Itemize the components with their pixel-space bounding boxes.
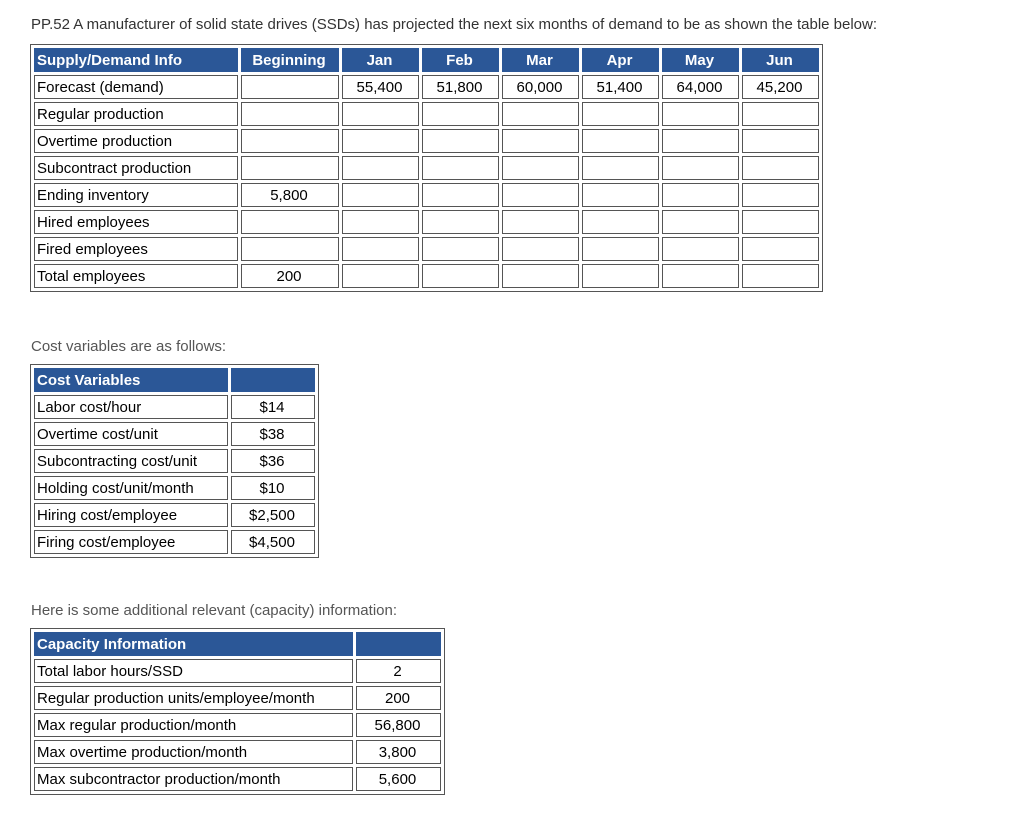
column-header: Feb: [422, 48, 499, 72]
row-value: 3,800: [356, 740, 441, 764]
table-cell: [662, 102, 739, 126]
table-cell: [582, 156, 659, 180]
column-header: Jan: [342, 48, 419, 72]
table-cell: [502, 102, 579, 126]
table-cell: [742, 237, 819, 261]
row-label: Max subcontractor production/month: [34, 767, 353, 791]
table-cell: [422, 102, 499, 126]
table-row: [34, 264, 819, 288]
table-header-row: [34, 632, 441, 656]
table-header-row: [34, 48, 819, 72]
table-cell: [241, 75, 339, 99]
row-label: Fired employees: [34, 237, 238, 261]
table-row: [34, 102, 819, 126]
table-cell: 51,800: [422, 75, 499, 99]
table-cell: [502, 129, 579, 153]
table-row: [34, 183, 819, 207]
row-value: $2,500: [231, 503, 315, 527]
column-header-blank: [231, 368, 315, 392]
table-cell: [502, 237, 579, 261]
table-row: [34, 75, 819, 99]
row-value: 5,600: [356, 767, 441, 791]
column-header: Cost Variables: [34, 368, 228, 392]
table-header-row: [34, 368, 315, 392]
row-value: $36: [231, 449, 315, 473]
table-cell: [742, 129, 819, 153]
table-cell: [502, 210, 579, 234]
table-row: [34, 503, 315, 527]
table-cell: 200: [241, 264, 339, 288]
column-header: May: [662, 48, 739, 72]
table-cell: [742, 264, 819, 288]
table-cell: 5,800: [241, 183, 339, 207]
table-cell: [742, 183, 819, 207]
column-header: Capacity Information: [34, 632, 353, 656]
row-label: Hiring cost/employee: [34, 503, 228, 527]
table-cell: [742, 210, 819, 234]
table-row: [34, 530, 315, 554]
column-header: Jun: [742, 48, 819, 72]
row-value: 56,800: [356, 713, 441, 737]
column-header: Beginning: [241, 48, 339, 72]
table-cell: [241, 237, 339, 261]
row-label: Labor cost/hour: [34, 395, 228, 419]
table-cell: [662, 237, 739, 261]
row-label: Regular production units/employee/month: [34, 686, 353, 710]
table-cell: [342, 210, 419, 234]
table-cell: [742, 156, 819, 180]
table-cell: 55,400: [342, 75, 419, 99]
table-cell: [342, 264, 419, 288]
table-cell: [582, 237, 659, 261]
row-label: Regular production: [34, 102, 238, 126]
table-cell: [422, 183, 499, 207]
row-label: Overtime production: [34, 129, 238, 153]
row-label: Subcontracting cost/unit: [34, 449, 228, 473]
table-row: [34, 395, 315, 419]
table-cell: [422, 237, 499, 261]
table-cell: [342, 237, 419, 261]
row-value: 2: [356, 659, 441, 683]
column-header-blank: [356, 632, 441, 656]
table-cell: [241, 129, 339, 153]
table-cell: [241, 102, 339, 126]
row-value: 200: [356, 686, 441, 710]
table-cell: [582, 183, 659, 207]
table-row: [34, 659, 441, 683]
row-label: Max overtime production/month: [34, 740, 353, 764]
table-cell: [582, 102, 659, 126]
table-cell: [582, 210, 659, 234]
table-row: [34, 156, 819, 180]
table-cell: [422, 264, 499, 288]
column-header: Mar: [502, 48, 579, 72]
table-cell: [582, 264, 659, 288]
table-cell: [422, 210, 499, 234]
table-cell: [502, 156, 579, 180]
table-cell: [582, 129, 659, 153]
row-label: Subcontract production: [34, 156, 238, 180]
table-row: [34, 210, 819, 234]
row-label: Firing cost/employee: [34, 530, 228, 554]
table-row: [34, 740, 441, 764]
row-label: Total labor hours/SSD: [34, 659, 353, 683]
table-row: [34, 129, 819, 153]
table-cell: [662, 129, 739, 153]
row-label: Overtime cost/unit: [34, 422, 228, 446]
table-row: [34, 237, 819, 261]
table-cell: [241, 156, 339, 180]
table-row: [34, 422, 315, 446]
table-row: [34, 476, 315, 500]
table-row: [34, 449, 315, 473]
row-value: $38: [231, 422, 315, 446]
cost-intro: Cost variables are as follows:: [31, 338, 227, 355]
column-header: Apr: [582, 48, 659, 72]
table-cell: [742, 102, 819, 126]
table-cell: [662, 156, 739, 180]
table-cell: [662, 264, 739, 288]
capacity-information-table: [30, 628, 445, 795]
row-label: Ending inventory: [34, 183, 238, 207]
table-row: [34, 686, 441, 710]
row-value: $4,500: [231, 530, 315, 554]
table-cell: 51,400: [582, 75, 659, 99]
table-cell: 60,000: [502, 75, 579, 99]
cost-variables-table: [30, 364, 319, 558]
table-cell: [241, 210, 339, 234]
row-label: Forecast (demand): [34, 75, 238, 99]
capacity-intro: Here is some additional relevant (capacity) information:: [31, 602, 397, 619]
problem-statement: PP.52 A manufacturer of solid state drives (SSDs) has projected the next six months of demand to be as shown the table below:: [31, 16, 878, 33]
table-cell: [662, 183, 739, 207]
table-cell: [662, 210, 739, 234]
row-label: Total employees: [34, 264, 238, 288]
table-cell: [422, 129, 499, 153]
column-header: Supply/Demand Info: [34, 48, 238, 72]
table-cell: 64,000: [662, 75, 739, 99]
table-row: [34, 767, 441, 791]
row-label: Holding cost/unit/month: [34, 476, 228, 500]
table-cell: [502, 264, 579, 288]
row-label: Hired employees: [34, 210, 238, 234]
table-cell: [422, 156, 499, 180]
table-row: [34, 713, 441, 737]
supply-demand-table: [30, 44, 823, 292]
table-cell: 45,200: [742, 75, 819, 99]
row-label: Max regular production/month: [34, 713, 353, 737]
row-value: $10: [231, 476, 315, 500]
table-cell: [342, 129, 419, 153]
table-cell: [502, 183, 579, 207]
table-cell: [342, 156, 419, 180]
row-value: $14: [231, 395, 315, 419]
table-cell: [342, 102, 419, 126]
table-cell: [342, 183, 419, 207]
